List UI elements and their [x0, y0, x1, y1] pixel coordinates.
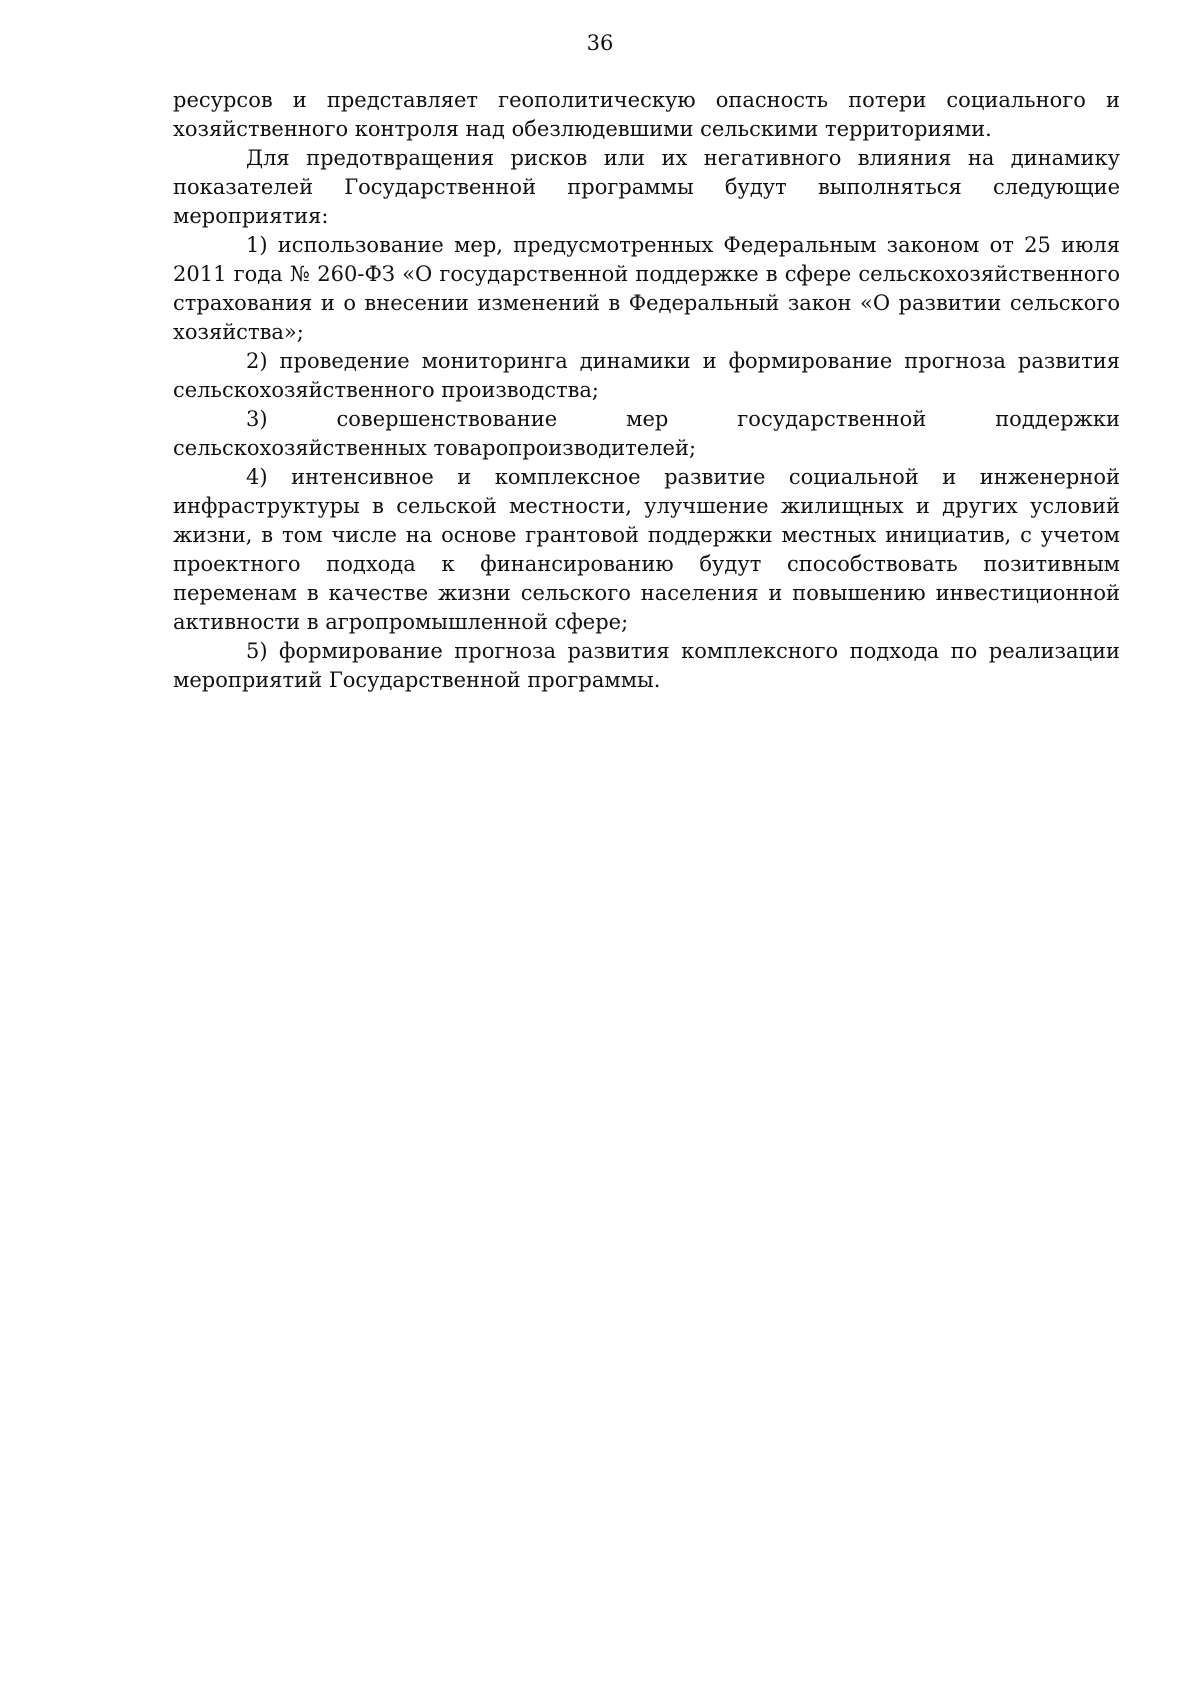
paragraph-risk-prevention: Для предотвращения рисков или их негативного влияния на динамику показателей Государственной программы будут выполняться следующие мероприятия: — [173, 146, 1120, 228]
paragraph-continuation: ресурсов и представляет геополитическую опасность потери социального и хозяйственного контроля над обезлюдевшими сельскими территориями. — [173, 88, 1120, 141]
list-item-5: 5) формирование прогноза развития комплексного подхода по реализации мероприятий Государственной программы. — [173, 639, 1120, 692]
page-number: 36 — [586, 31, 614, 55]
document-body — [173, 86, 1120, 695]
list-item-1: 1) использование мер, предусмотренных Федеральным законом от 25 июля 2011 года № 260-ФЗ «О государственной поддержке в сфере сельскохозяйственного страхования и о внесении изменений в Федеральный закон «О развитии сельского хозяйства»; — [173, 233, 1120, 344]
list-item-2: 2) проведение мониторинга динамики и формирование прогноза развития сельскохозяйственного производства; — [173, 349, 1120, 402]
list-item-4: 4) интенсивное и комплексное развитие социальной и инженерной инфраструктуры в сельской местности, улучшение жилищных и других условий жизни, в том числе на основе грантовой поддержки местных инициатив, с учетом проектного подхода к финансированию будут способствовать позитивным переменам в качестве жизни сельского населения и повышению инвестиционной активности в агропромышленной сфере; — [173, 465, 1120, 634]
list-item-3: 3) совершенствование мер государственной поддержки сельскохозяйственных товаропроизводителей; — [173, 407, 1120, 460]
